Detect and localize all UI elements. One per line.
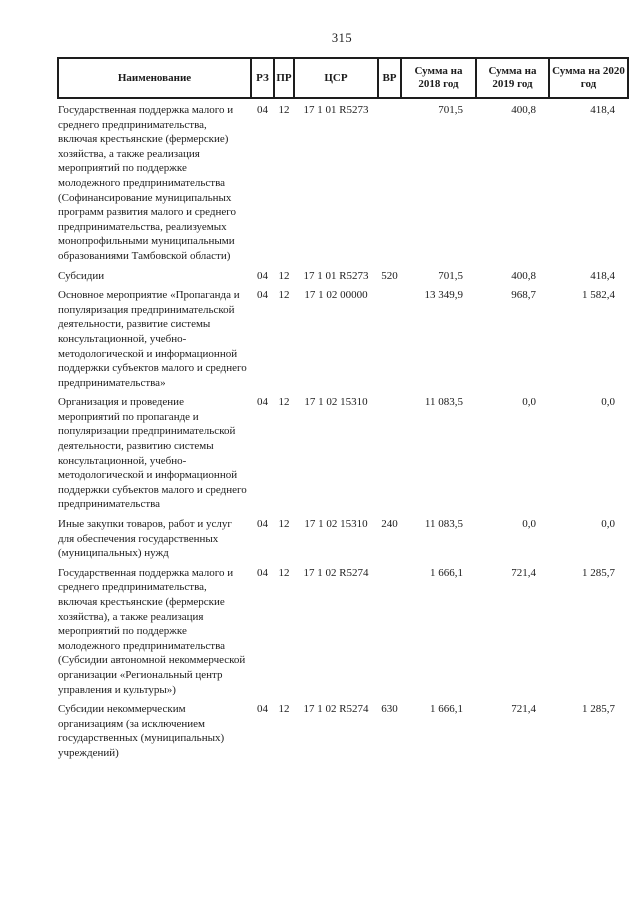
row-sum-2018-cell: 11 083,5	[424, 396, 463, 409]
row-vr-cell: 630	[381, 703, 398, 716]
row-rz-cell: 04	[257, 269, 268, 282]
table-row	[58, 286, 628, 393]
row-sum-2018-cell: 1 666,1	[430, 566, 463, 579]
row-sum-2019-cell: 0,0	[522, 396, 536, 409]
row-sum-2018-cell: 701,5	[438, 269, 463, 282]
row-rz-cell: 04	[257, 566, 268, 579]
row-csr-cell: 17 1 02 R5274	[303, 703, 369, 716]
row-rz-cell: 04	[257, 396, 268, 409]
row-sum-2020-cell: 418,4	[590, 104, 615, 116]
row-sum-2020-cell: 1 285,7	[582, 703, 615, 716]
row-pr-cell: 12	[278, 518, 290, 531]
row-pr-cell: 12	[278, 104, 290, 116]
row-sum-2019-cell: 968,7	[511, 289, 536, 302]
row-name-cell: Основное мероприятие «Пропаганда и популяризация предпринимательской деятельности, развитие системы консультационной, учебно-методологической и информационной поддержки субъектов малого и среднего предпринимательства»	[58, 289, 247, 389]
header-sum-2018: Сумма на 2018 год	[401, 58, 476, 98]
row-name-cell: Субсидии	[58, 269, 105, 282]
row-sum-2019-cell: 400,8	[511, 104, 536, 116]
page-number: 315	[331, 31, 353, 45]
row-vr-cell	[378, 286, 401, 393]
budget-table	[57, 57, 629, 764]
row-csr-cell: 17 1 02 00000	[304, 289, 368, 302]
header-sum-2020: Сумма на 2020 год	[549, 58, 628, 98]
row-csr-cell: 17 1 01 R5273	[303, 269, 369, 282]
row-vr-cell	[378, 98, 401, 267]
row-sum-2018-cell: 13 349,9	[424, 289, 463, 302]
row-sum-2018-cell: 11 083,5	[424, 518, 463, 531]
row-sum-2020-cell: 418,4	[590, 269, 615, 282]
row-pr-cell: 12	[278, 566, 290, 579]
row-sum-2020-cell: 1 582,4	[582, 289, 615, 302]
row-name-cell: Субсидии некоммерческим организациям (за исключением государственных (муниципальных) учреждений)	[58, 703, 225, 759]
row-sum-2019-cell: 400,8	[511, 269, 536, 282]
table-row	[58, 564, 628, 700]
table-row	[58, 515, 628, 564]
row-sum-2020-cell: 1 285,7	[582, 566, 615, 579]
row-vr-cell	[378, 564, 401, 700]
table-row	[58, 267, 628, 287]
row-csr-cell: 17 1 02 15310	[304, 518, 368, 531]
table-body	[58, 98, 628, 764]
row-pr-cell: 12	[278, 289, 290, 302]
row-vr-cell: 240	[381, 518, 398, 531]
row-rz-cell: 04	[257, 104, 268, 116]
row-sum-2018-cell: 1 666,1	[430, 703, 463, 716]
row-sum-2020-cell: 0,0	[601, 396, 615, 409]
header-vr: ВР	[378, 58, 401, 98]
table-header-row	[58, 58, 628, 98]
header-csr: ЦСР	[294, 58, 378, 98]
row-name-cell: Иные закупки товаров, работ и услуг для обеспечения государственных (муниципальных) нужд	[58, 518, 232, 560]
row-pr-cell: 12	[278, 396, 290, 409]
row-sum-2019-cell: 721,4	[511, 703, 536, 716]
row-vr-cell: 520	[381, 269, 398, 282]
row-csr-cell: 17 1 02 R5274	[303, 566, 369, 579]
row-pr-cell: 12	[278, 269, 290, 282]
row-sum-2020-cell: 0,0	[601, 518, 615, 531]
table-row	[58, 700, 628, 763]
row-name-cell: Государственная поддержка малого и среднего предпринимательства, включая крестьянские (фермерские хозяйства), а также реализация мероприятий по поддержке молодежного предпринимательства (Субсидии автономной некоммерческой организации «Региональный центр управления и культуры»)	[58, 566, 246, 696]
row-vr-cell	[378, 393, 401, 515]
table-row	[58, 98, 628, 267]
header-rz: РЗ	[251, 58, 274, 98]
row-sum-2018-cell: 701,5	[438, 104, 463, 116]
header-pr: ПР	[274, 58, 294, 98]
row-rz-cell: 04	[257, 289, 268, 302]
row-rz-cell: 04	[257, 518, 268, 531]
row-name-cell: Государственная поддержка малого и среднего предпринимательства, включая крестьянские (фермерские) хозяйства, а также реализация мероприятий по поддержке молодежного предпринимательства (Софинансирование муниципальных программ развития малого и среднего предпринимательства, реализуемых монопрофильными муниципальными образованиями Тамбовской области)	[58, 104, 236, 262]
row-rz-cell: 04	[257, 703, 268, 716]
row-sum-2019-cell: 721,4	[511, 566, 536, 579]
header-name: Наименование	[58, 58, 251, 98]
row-sum-2019-cell: 0,0	[522, 518, 536, 531]
table-row	[58, 393, 628, 515]
row-csr-cell: 17 1 02 15310	[304, 396, 368, 409]
row-name-cell: Организация и проведение мероприятий по пропаганде и популяризации предпринимательской деятельности, развитию системы консультационной, учебно-методологической и информационной поддержки субъектов малого и среднего предпринимательства	[58, 396, 247, 511]
header-sum-2019: Сумма на 2019 год	[476, 58, 549, 98]
row-csr-cell: 17 1 01 R5273	[303, 104, 369, 116]
row-pr-cell: 12	[278, 703, 290, 716]
